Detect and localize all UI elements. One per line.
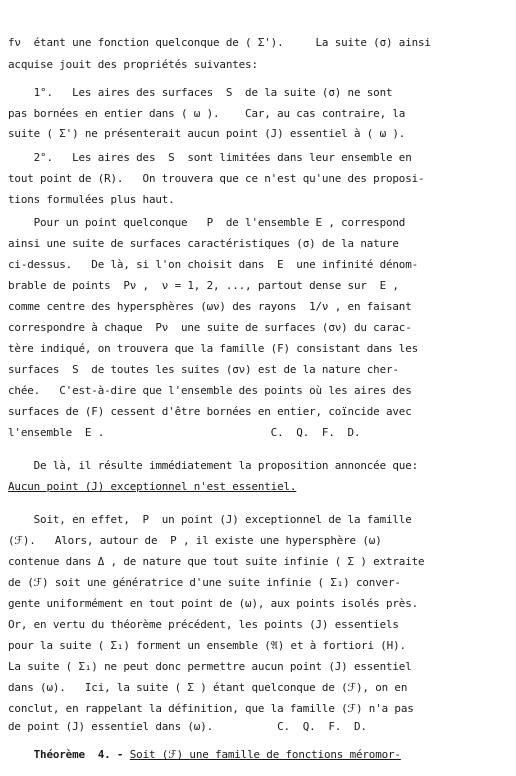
text-line: acquise jouit des propriétés suivantes: [8,58,258,71]
text-line: gente uniformément en tout point de (ω), aux points isolés près. [8,597,419,610]
text-line: Pour un point quelconque P de l'ensemble E , correspond [8,216,406,229]
text-line: tère indiqué, on trouvera que la famille (F) consistant dans les [8,342,419,355]
text-line: La suite ( Σ₁) ne peut donc permettre aucun point (J) essentiel [8,660,412,673]
text-line: comme centre des hypersphères (ων) des rayons 1/ν , en faisant [8,300,412,313]
text-line: Or, en vertu du théorème précédent, les points (J) essentiels [8,618,399,631]
text-line: chée. C'est-à-dire que l'ensemble des points où les aires des [8,384,412,397]
text-line: fν étant une fonction quelconque de ( Σ'). La suite (σ) ainsi [8,36,431,49]
text-line: conclut, en rappelant la définition, que la famille (ℱ) n'a pas [8,702,414,715]
text-line: l'ensemble E . C. Q. F. D. [8,426,361,439]
text-line: suite ( Σ') ne présenterait aucun point (J) essentiel à ( ω ). [8,127,406,140]
text-line: de (ℱ) soit une génératrice d'une suite infinie ( Σ₁) conver- [8,576,401,589]
text-line: dans (ω). Ici, la suite ( Σ ) étant quelconque de (ℱ), on en [8,681,408,694]
text-line: pas bornées en entier dans ( ω ). Car, au cas contraire, la [8,107,406,120]
text-line: tions formulées plus haut. [8,193,175,206]
theorem-heading [8,734,504,761]
text-line: pour la suite ( Σ₁) forment un ensemble (𝔄) et à fortiori (H). [8,639,406,652]
text-line: brable de points Pν , ν = 1, 2, ..., partout dense sur E , [8,279,399,292]
text-line: tout point de (R). On trouvera que ce n'est qu'une des proposi- [8,172,425,185]
text-line: ci-dessus. De là, si l'on choisit dans E une infinité dénom- [8,258,419,271]
theorem-label: Théorème 4. - [33,748,130,761]
text-line: correspondre à chaque Pν une suite de surfaces (σν) du carac- [8,321,412,334]
text-line: ainsi une suite de surfaces caractéristiques (σ) de la nature [8,237,399,250]
text-line: contenue dans Δ , de nature que tout suite infinie ( Σ ) extraite [8,555,425,568]
text-line: (ℱ). Alors, autour de P , il existe une hypersphère (ω) [8,534,382,547]
proposition-statement: Aucun point (J) exceptionnel n'est essentiel. [8,480,297,493]
text-line: surfaces de (F) cessent d'être bornées en entier, coïncide avec [8,405,412,418]
text-line: De là, il résulte immédiatement la proposition annoncée que: [8,459,419,472]
text-line: Soit, en effet, P un point (J) exceptionnel de la famille [8,513,412,526]
text-line: 2°. Les aires des S sont limitées dans leur ensemble en [8,151,412,164]
text-line: de point (J) essentiel dans (ω). C. Q. F. D. [8,720,367,733]
text-line: 1°. Les aires des surfaces S de la suite (σ) ne sont [8,86,393,99]
text-line: surfaces S de toutes les suites (σν) est de la nature cher- [8,363,399,376]
theorem-statement: Soit (ℱ) une famille de fonctions méromor- [129,748,401,761]
